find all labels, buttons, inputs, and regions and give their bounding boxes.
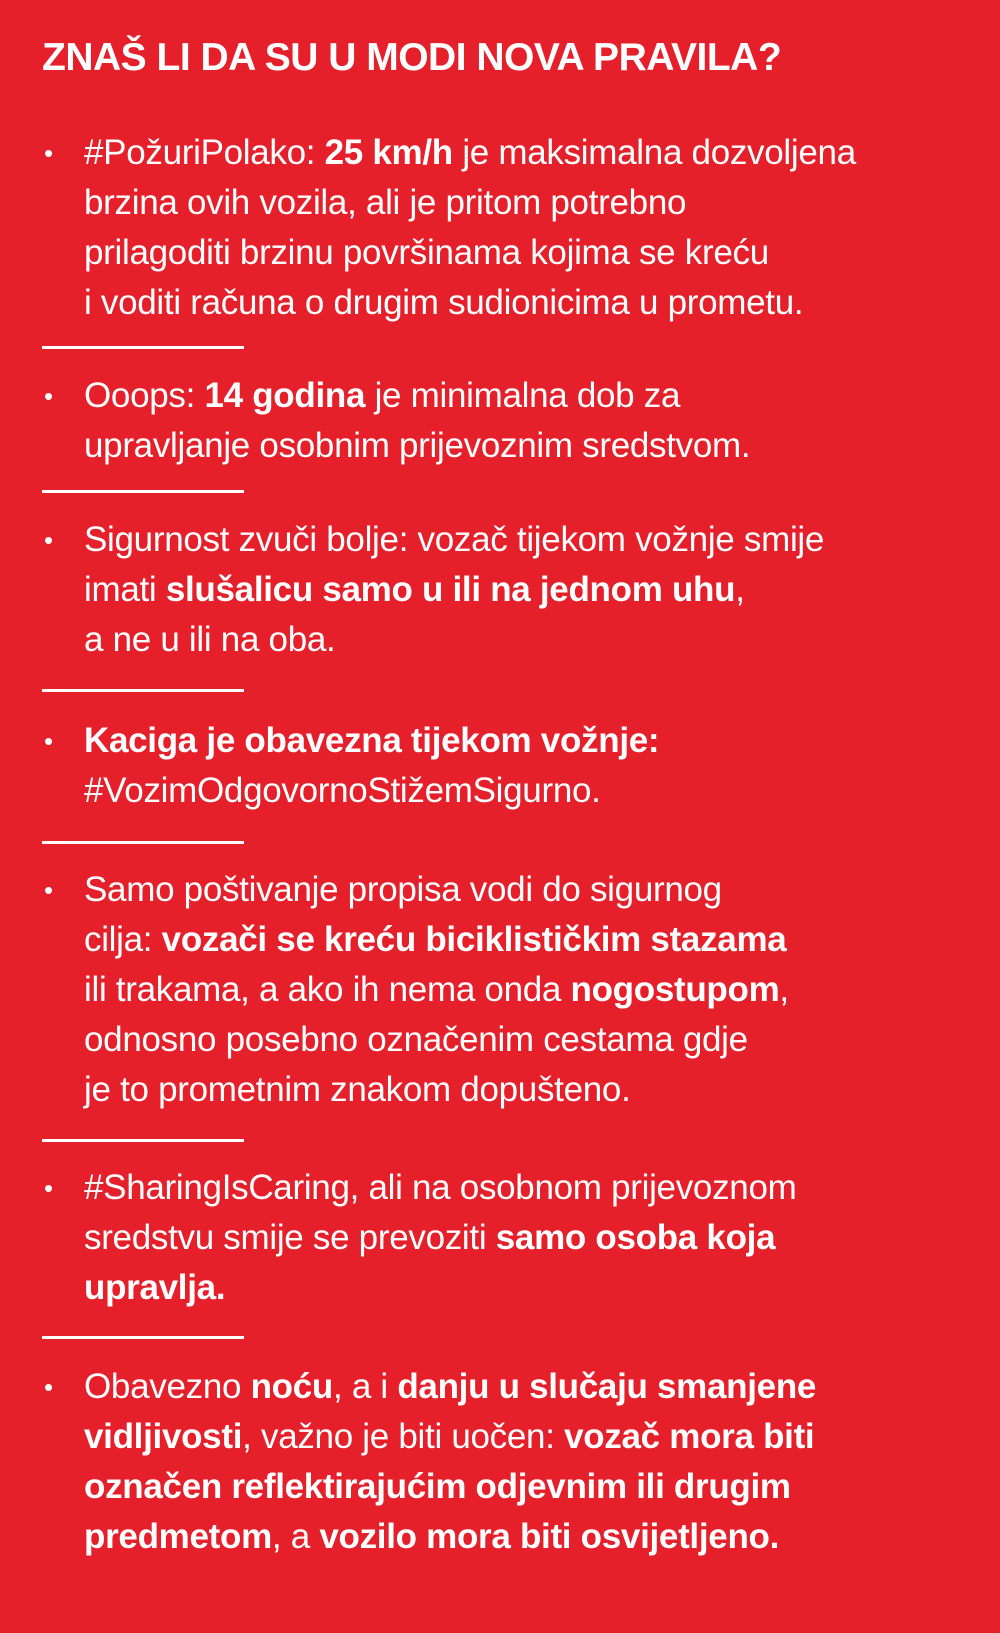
rule-text: Obavezno noću, a i danju u slučaju smanjene vidljivosti, važno je biti uočen: vozač mora biti označen reflektirajućim odjevnim ili drugim predmetom, a vozilo mora biti osvijetljeno. xyxy=(84,1367,817,1556)
rule-text: Ooops: 14 godina je minimalna dob za upravljanje osobnim prijevoznim sredstvom. xyxy=(84,376,751,465)
rules-list xyxy=(0,128,1000,1562)
rule-text: Sigurnost zvuči bolje: vozač tijekom vožnje smije imati slušalicu samo u ili na jednom uhu, a ne u ili na oba. xyxy=(84,520,825,659)
rule-text: Kaciga je obavezna tijekom vožnje: #VozimOdgovornoStižemSigurno. xyxy=(84,721,660,810)
rule-bike-lanes xyxy=(0,865,1000,1115)
bullet-icon: • xyxy=(44,525,53,555)
rule-text: Samo poštivanje propisa vodi do sigurnog cilja: vozači se kreću biciklističkim stazama ili trakama, a ako ih nema onda nogostupom, odnosno posebno označenim cestama gdje je to prometnim znakom dopušteno. xyxy=(84,870,789,1109)
rule-speed-limit xyxy=(0,128,1000,328)
divider xyxy=(42,490,244,493)
rule-minimum-age xyxy=(0,371,1000,471)
rule-helmet xyxy=(0,716,1000,816)
divider xyxy=(42,346,244,349)
divider xyxy=(42,689,244,692)
bullet-icon: • xyxy=(44,1173,53,1203)
rule-text: #SharingIsCaring, ali na osobnom prijevoznom sredstvu smije se prevoziti samo osoba koja upravlja. xyxy=(84,1168,797,1307)
divider xyxy=(42,1336,244,1339)
bullet-icon: • xyxy=(44,138,53,168)
bullet-icon: • xyxy=(44,875,53,905)
rule-text: #PožuriPolako: 25 km/h je maksimalna dozvoljena brzina ovih vozila, ali je pritom potrebno prilagoditi brzinu površinama kojima se kreću i voditi računa o drugim sudionicima u prometu. xyxy=(84,133,856,322)
page-title: ZNAŠ LI DA SU U MODI NOVA PRAVILA? xyxy=(42,36,782,79)
bullet-icon: • xyxy=(44,1372,53,1402)
divider xyxy=(42,841,244,844)
rule-single-rider xyxy=(0,1163,1000,1313)
rule-headphones xyxy=(0,515,1000,665)
divider xyxy=(42,1139,244,1142)
rule-visibility xyxy=(0,1362,1000,1562)
bullet-icon: • xyxy=(44,726,53,756)
bullet-icon: • xyxy=(44,381,53,411)
